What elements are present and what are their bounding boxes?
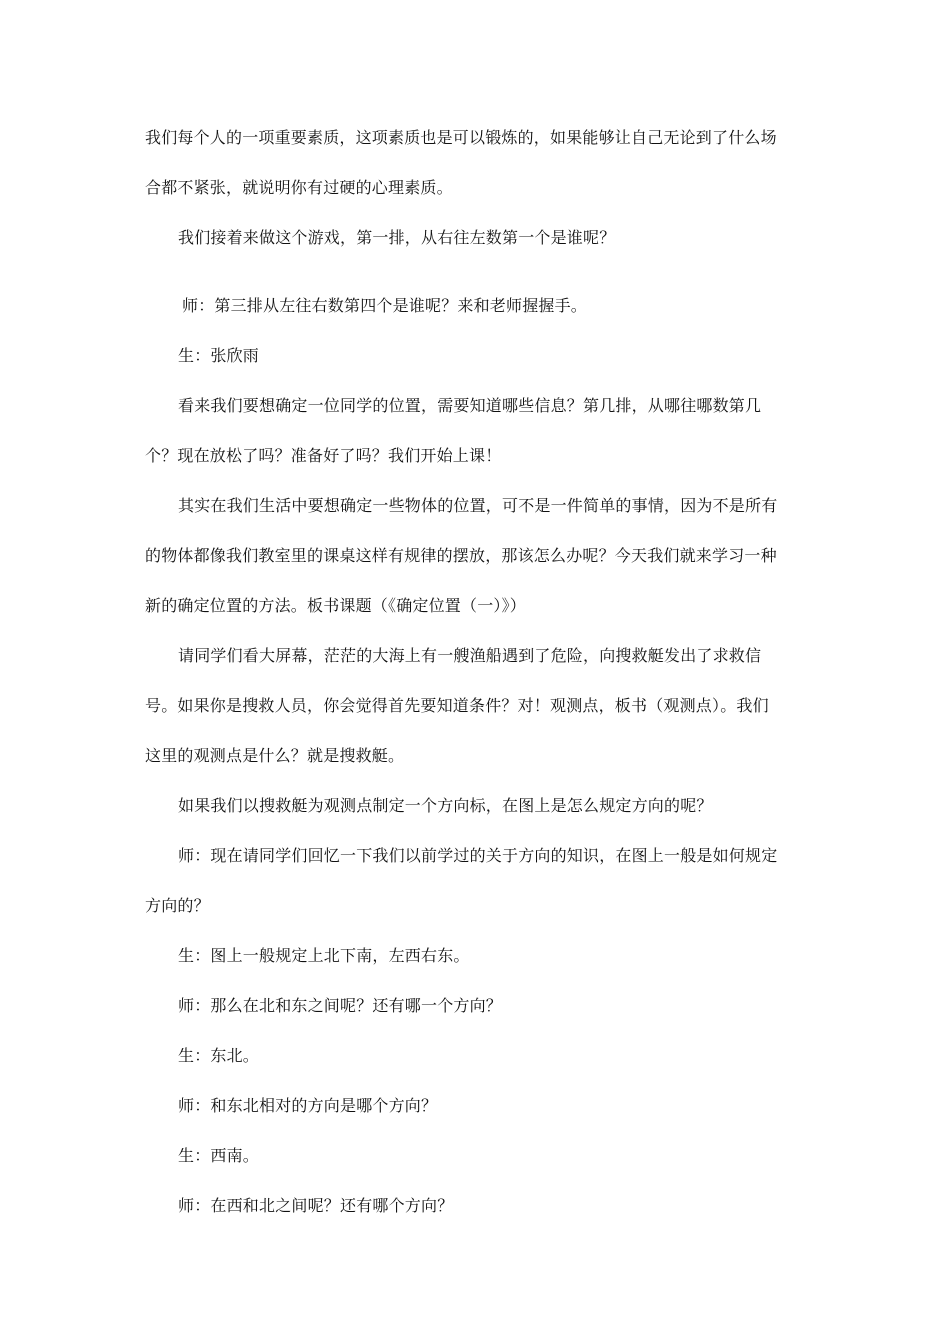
text-line: 号。如果你是搜救人员，你会觉得首先要知道条件？对！观测点，板书（观测点）。我们 xyxy=(145,696,769,715)
text-line: 新的确定位置的方法。板书课题（《确定位置（一）》） xyxy=(145,596,527,615)
text-line: 合都不紧张，就说明你有过硬的心理素质。 xyxy=(145,178,453,197)
text-line: 生：张欣雨 xyxy=(178,346,260,365)
text-line: 请同学们看大屏幕，茫茫的大海上有一艘渔船遇到了危险，向搜救艇发出了求救信 xyxy=(178,646,762,665)
text-line: 生：西南。 xyxy=(178,1146,260,1165)
text-line: 方向的？ xyxy=(145,896,210,915)
text-line: 师：那么在北和东之间呢？还有哪一个方向？ xyxy=(178,996,503,1015)
text-line: 我们每个人的一项重要素质，这项素质也是可以锻炼的，如果能够让自己无论到了什么场 xyxy=(145,128,777,147)
text-line: 生：东北。 xyxy=(178,1046,260,1065)
text-line: 个？现在放松了吗？准备好了吗？我们开始上课！ xyxy=(145,446,502,465)
text-line: 的物体都像我们教室里的课桌这样有规律的摆放，那该怎么办呢？今天我们就来学习一种 xyxy=(145,546,777,565)
text-line: 其实在我们生活中要想确定一些物体的位置，可不是一件简单的事情，因为不是所有 xyxy=(178,496,778,515)
text-line: 如果我们以搜救艇为观测点制定一个方向标，在图上是怎么规定方向的呢？ xyxy=(178,796,713,815)
text-line: 我们接着来做这个游戏，第一排，从右往左数第一个是谁呢？ xyxy=(178,228,616,247)
text-line: 师：在西和北之间呢？还有哪个方向？ xyxy=(178,1196,454,1215)
text-line: 师：现在请同学们回忆一下我们以前学过的关于方向的知识，在图上一般是如何规定 xyxy=(178,846,778,865)
text-line: 师：第三排从左往右数第四个是谁呢？来和老师握握手。 xyxy=(182,296,588,315)
text-line: 师：和东北相对的方向是哪个方向？ xyxy=(178,1096,438,1115)
text-line: 看来我们要想确定一位同学的位置，需要知道哪些信息？第几排，从哪往哪数第几 xyxy=(178,396,762,415)
text-line: 这里的观测点是什么？就是搜救艇。 xyxy=(145,746,405,765)
text-line: 生：图上一般规定上北下南，左西右东。 xyxy=(178,946,470,965)
